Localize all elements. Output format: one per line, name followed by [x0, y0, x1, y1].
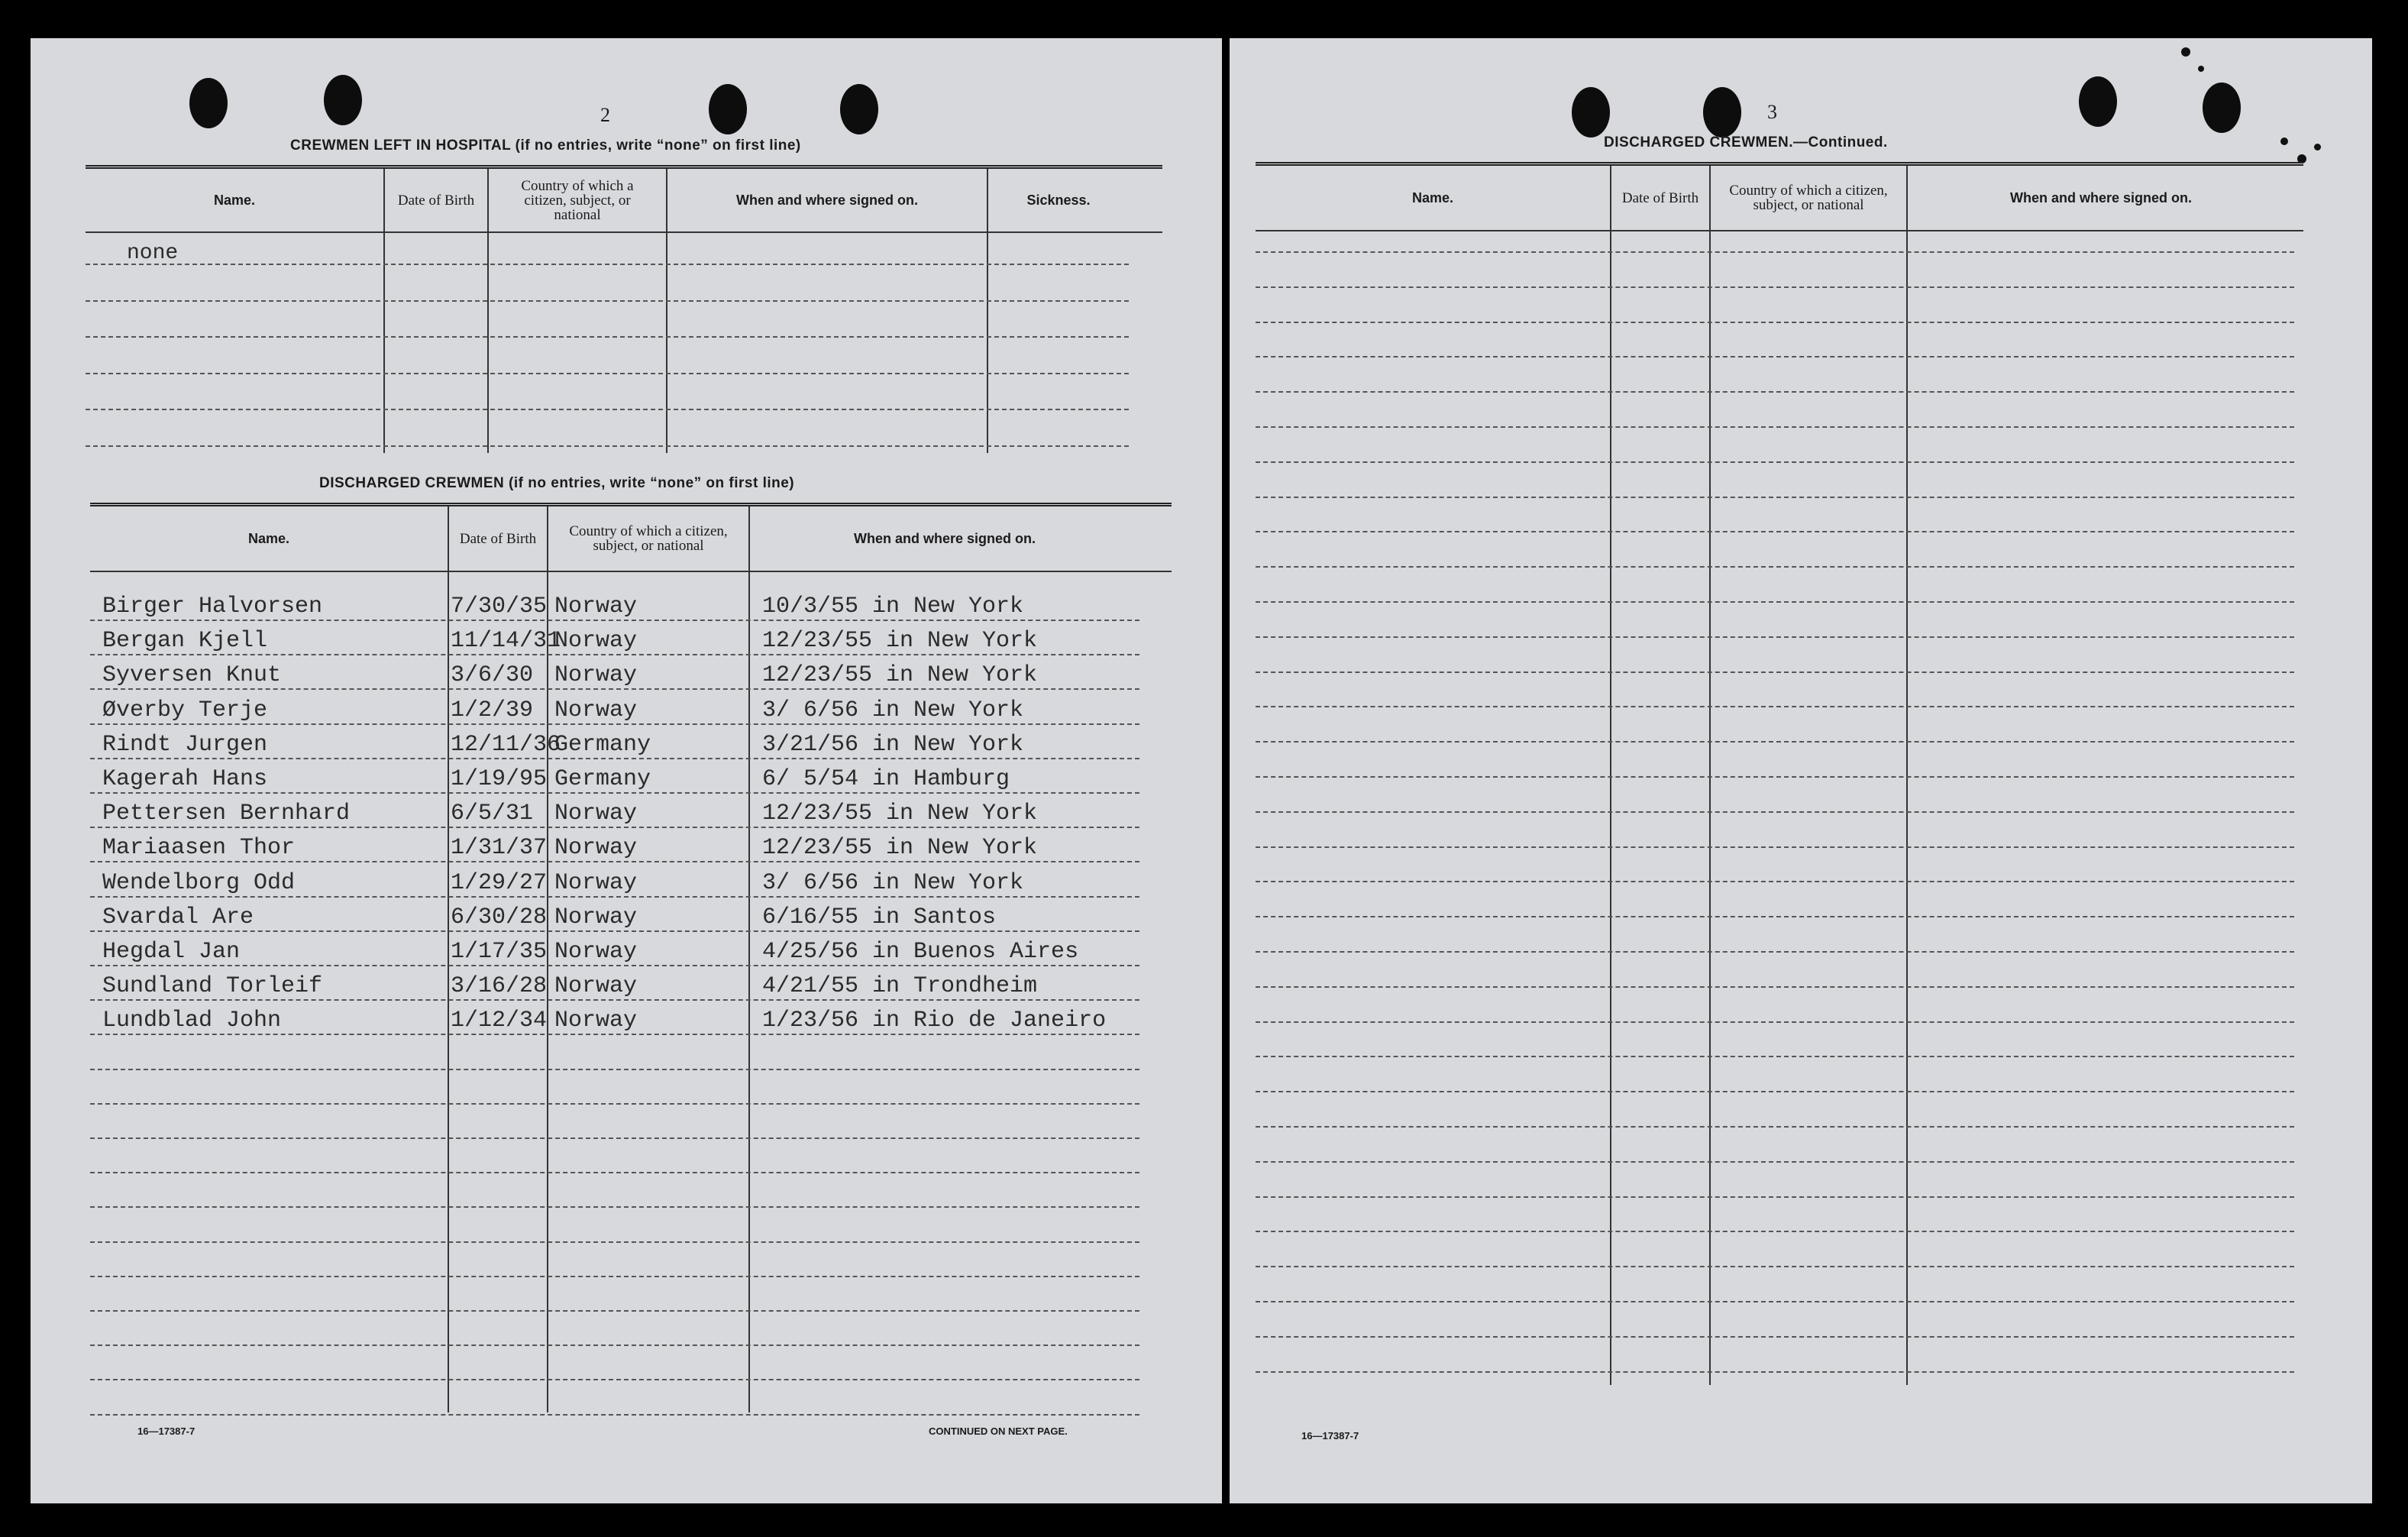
continued-note: CONTINUED ON NEXT PAGE. [929, 1425, 1068, 1437]
crew-date-of-birth: 6/30/28 [451, 904, 548, 930]
column-divider [1906, 230, 1908, 1385]
rule-line [90, 723, 1139, 725]
ink-speck [2198, 66, 2204, 72]
crew-date-of-birth: 1/2/39 [451, 697, 534, 723]
crew-country: Norway [554, 939, 638, 965]
crew-signed-on: 3/21/56 in New York [762, 731, 1024, 758]
crew-country: Norway [554, 869, 638, 896]
rule-line [90, 1344, 1139, 1346]
rule-line [1256, 286, 2294, 288]
header-date-of-birth: Date of Birth [383, 169, 487, 231]
crew-date-of-birth: 7/30/35 [451, 594, 548, 620]
rule-line [86, 409, 1129, 410]
header-date-of-birth: Date of Birth [448, 506, 547, 571]
rule-line [90, 1241, 1139, 1243]
crew-name: Kagerah Hans [102, 766, 268, 792]
rule-line [90, 896, 1139, 898]
discharged-table [90, 503, 1172, 1417]
rule-line [1256, 391, 2294, 393]
crew-country: Germany [554, 731, 651, 758]
rule-line [1256, 251, 2294, 253]
rule-line [1256, 1021, 2294, 1023]
rule-line [1256, 1126, 2294, 1128]
header-sickness: Sickness. [987, 169, 1129, 231]
rule-line [1256, 1301, 2294, 1302]
crew-name: Lundblad John [102, 1008, 282, 1034]
crew-date-of-birth: 12/11/36 [451, 731, 561, 758]
rule-line [90, 654, 1139, 655]
discharged-table-header [90, 506, 1172, 572]
rule-line [90, 1103, 1139, 1105]
rule-line [1256, 566, 2294, 568]
rule-line [90, 758, 1139, 759]
crew-signed-on: 1/23/56 in Rio de Janeiro [762, 1008, 1107, 1034]
header-country: Country of which a citizen, subject, or national [487, 169, 666, 231]
crew-date-of-birth: 1/12/34 [451, 1008, 548, 1034]
rule-line [90, 861, 1139, 862]
crew-date-of-birth: 1/17/35 [451, 939, 548, 965]
hospital-section-title: CREWMEN LEFT IN HOSPITAL (if no entries, write “none” on first line) [290, 138, 801, 154]
discharged-section-title: DISCHARGED CREWMEN (if no entries, write “none” on first line) [319, 475, 795, 491]
crew-country: Norway [554, 662, 638, 689]
crew-name: Pettersen Bernhard [102, 801, 351, 827]
rule-line [90, 827, 1139, 828]
crew-country: Norway [554, 697, 638, 723]
rule-line [1256, 1336, 2294, 1338]
crew-signed-on: 4/21/55 in Trondheim [762, 973, 1038, 1000]
rule-line [90, 620, 1139, 621]
column-divider [1610, 230, 1611, 1385]
rule-line [1256, 356, 2294, 358]
rule-line [1256, 671, 2294, 673]
crew-name: Bergan Kjell [102, 628, 268, 655]
crew-country: Norway [554, 594, 638, 620]
crew-date-of-birth: 1/19/95 [451, 766, 548, 792]
crew-signed-on: 3/ 6/56 in New York [762, 697, 1024, 723]
crew-date-of-birth: 11/14/31 [451, 628, 561, 655]
punch-hole [2079, 76, 2117, 127]
rule-line [1256, 846, 2294, 848]
rule-line [1256, 531, 2294, 532]
rule-line [90, 1137, 1139, 1139]
rule-line [1256, 636, 2294, 638]
rule-line [1256, 1056, 2294, 1057]
punch-hole [2203, 83, 2241, 133]
rule-line [1256, 986, 2294, 988]
punch-hole [324, 75, 362, 125]
continued-table-header [1256, 166, 2303, 231]
crew-date-of-birth: 3/16/28 [451, 973, 548, 1000]
crew-country: Norway [554, 801, 638, 827]
crew-name: Øverby Terje [102, 697, 268, 723]
column-divider [748, 571, 750, 1412]
crew-name: Birger Halvorsen [102, 594, 323, 620]
crew-signed-on: 4/25/56 in Buenos Aires [762, 939, 1079, 965]
header-signed-on: When and where signed on. [666, 169, 987, 231]
header-signed-on: When and where signed on. [1906, 166, 2294, 230]
form-number: 16—17387-7 [137, 1425, 196, 1437]
rule-line [1256, 706, 2294, 707]
crew-signed-on: 6/16/55 in Santos [762, 904, 997, 930]
header-signed-on: When and where signed on. [748, 506, 1139, 571]
rule-line [86, 336, 1129, 338]
rule-line [90, 1069, 1139, 1070]
crew-date-of-birth: 6/5/31 [451, 801, 534, 827]
crew-date-of-birth: 3/6/30 [451, 662, 534, 689]
right-page [1230, 38, 2372, 1503]
rule-line [1256, 916, 2294, 917]
rule-line [90, 792, 1139, 794]
rule-line [90, 1206, 1139, 1208]
rule-line [86, 264, 1129, 265]
crew-signed-on: 6/ 5/54 in Hamburg [762, 766, 1010, 792]
rule-line [90, 1379, 1139, 1380]
rule-line [1256, 881, 2294, 882]
rule-line [1256, 497, 2294, 498]
rule-line [90, 688, 1139, 690]
header-name: Name. [213, 192, 256, 208]
crew-signed-on: 12/23/55 in New York [762, 662, 1038, 689]
crew-country: Norway [554, 1008, 638, 1034]
column-divider [547, 571, 548, 1412]
crew-name: Hegdal Jan [102, 939, 241, 965]
page-number: 2 [600, 104, 610, 126]
crew-signed-on: 12/23/55 in New York [762, 801, 1038, 827]
header-country: Country of which a citizen, subject, or national [547, 506, 748, 571]
left-page [31, 38, 1222, 1503]
header-country: Country of which a citizen, subject, or national [1709, 166, 1906, 230]
rule-line [90, 1414, 1139, 1416]
rule-line [1256, 461, 2294, 463]
header-name: Name. [247, 530, 290, 546]
rule-line [1256, 1231, 2294, 1232]
crew-country: Norway [554, 904, 638, 930]
rule-line [1256, 1091, 2294, 1092]
crew-country: Norway [554, 628, 638, 655]
crew-name: Syversen Knut [102, 662, 282, 689]
crew-name: Wendelborg Odd [102, 869, 296, 896]
page-number: 3 [1767, 101, 1777, 123]
hospital-table [86, 165, 1162, 455]
crew-date-of-birth: 1/29/27 [451, 869, 548, 896]
rule-line [1256, 601, 2294, 603]
rule-line [1256, 1161, 2294, 1163]
header-date-of-birth: Date of Birth [1610, 166, 1709, 230]
crew-name: Svardal Are [102, 904, 254, 930]
crew-date-of-birth: 1/31/37 [451, 835, 548, 862]
rule-line [90, 999, 1139, 1001]
ink-speck [2280, 138, 2288, 145]
crew-name: Sundland Torleif [102, 973, 323, 1000]
rule-line [1256, 1266, 2294, 1267]
rule-line [1256, 811, 2294, 813]
ink-speck [2314, 144, 2321, 150]
rule-line [1256, 776, 2294, 778]
rule-line [1256, 322, 2294, 323]
rule-line [1256, 951, 2294, 953]
crew-name: Mariaasen Thor [102, 835, 296, 862]
form-number: 16—17387-7 [1301, 1430, 1359, 1442]
crew-country: Germany [554, 766, 651, 792]
header-name: Name. [1411, 189, 1454, 205]
crew-signed-on: 12/23/55 in New York [762, 835, 1038, 862]
ink-speck [2181, 47, 2190, 57]
punch-hole [1703, 87, 1741, 138]
crew-signed-on: 3/ 6/56 in New York [762, 869, 1024, 896]
rule-line [1256, 1196, 2294, 1198]
rule-line [1256, 1371, 2294, 1373]
crew-country: Norway [554, 973, 638, 1000]
punch-hole [840, 84, 878, 134]
rule-line [1256, 741, 2294, 743]
rule-line [90, 1172, 1139, 1173]
rule-line [90, 1276, 1139, 1277]
punch-hole [1572, 87, 1610, 138]
hospital-table-header [86, 169, 1162, 233]
discharged-continued-title: DISCHARGED CREWMEN.—Continued. [1604, 134, 1888, 150]
punch-hole [709, 84, 747, 134]
discharged-continued-table [1256, 162, 2303, 1391]
rule-line [1256, 426, 2294, 428]
crew-signed-on: 12/23/55 in New York [762, 628, 1038, 655]
rule-line [86, 445, 1129, 447]
column-divider [1709, 230, 1711, 1385]
rule-line [90, 1310, 1139, 1312]
crew-name: Rindt Jurgen [102, 731, 268, 758]
rule-line [90, 930, 1139, 932]
crew-country: Norway [554, 835, 638, 862]
rule-line [86, 300, 1129, 302]
punch-hole [189, 78, 228, 128]
hospital-first-entry: none [127, 241, 179, 265]
rule-line [90, 965, 1139, 966]
column-divider [448, 571, 449, 1412]
rule-line [90, 1034, 1139, 1035]
crew-signed-on: 10/3/55 in New York [762, 594, 1024, 620]
rule-line [86, 373, 1129, 374]
